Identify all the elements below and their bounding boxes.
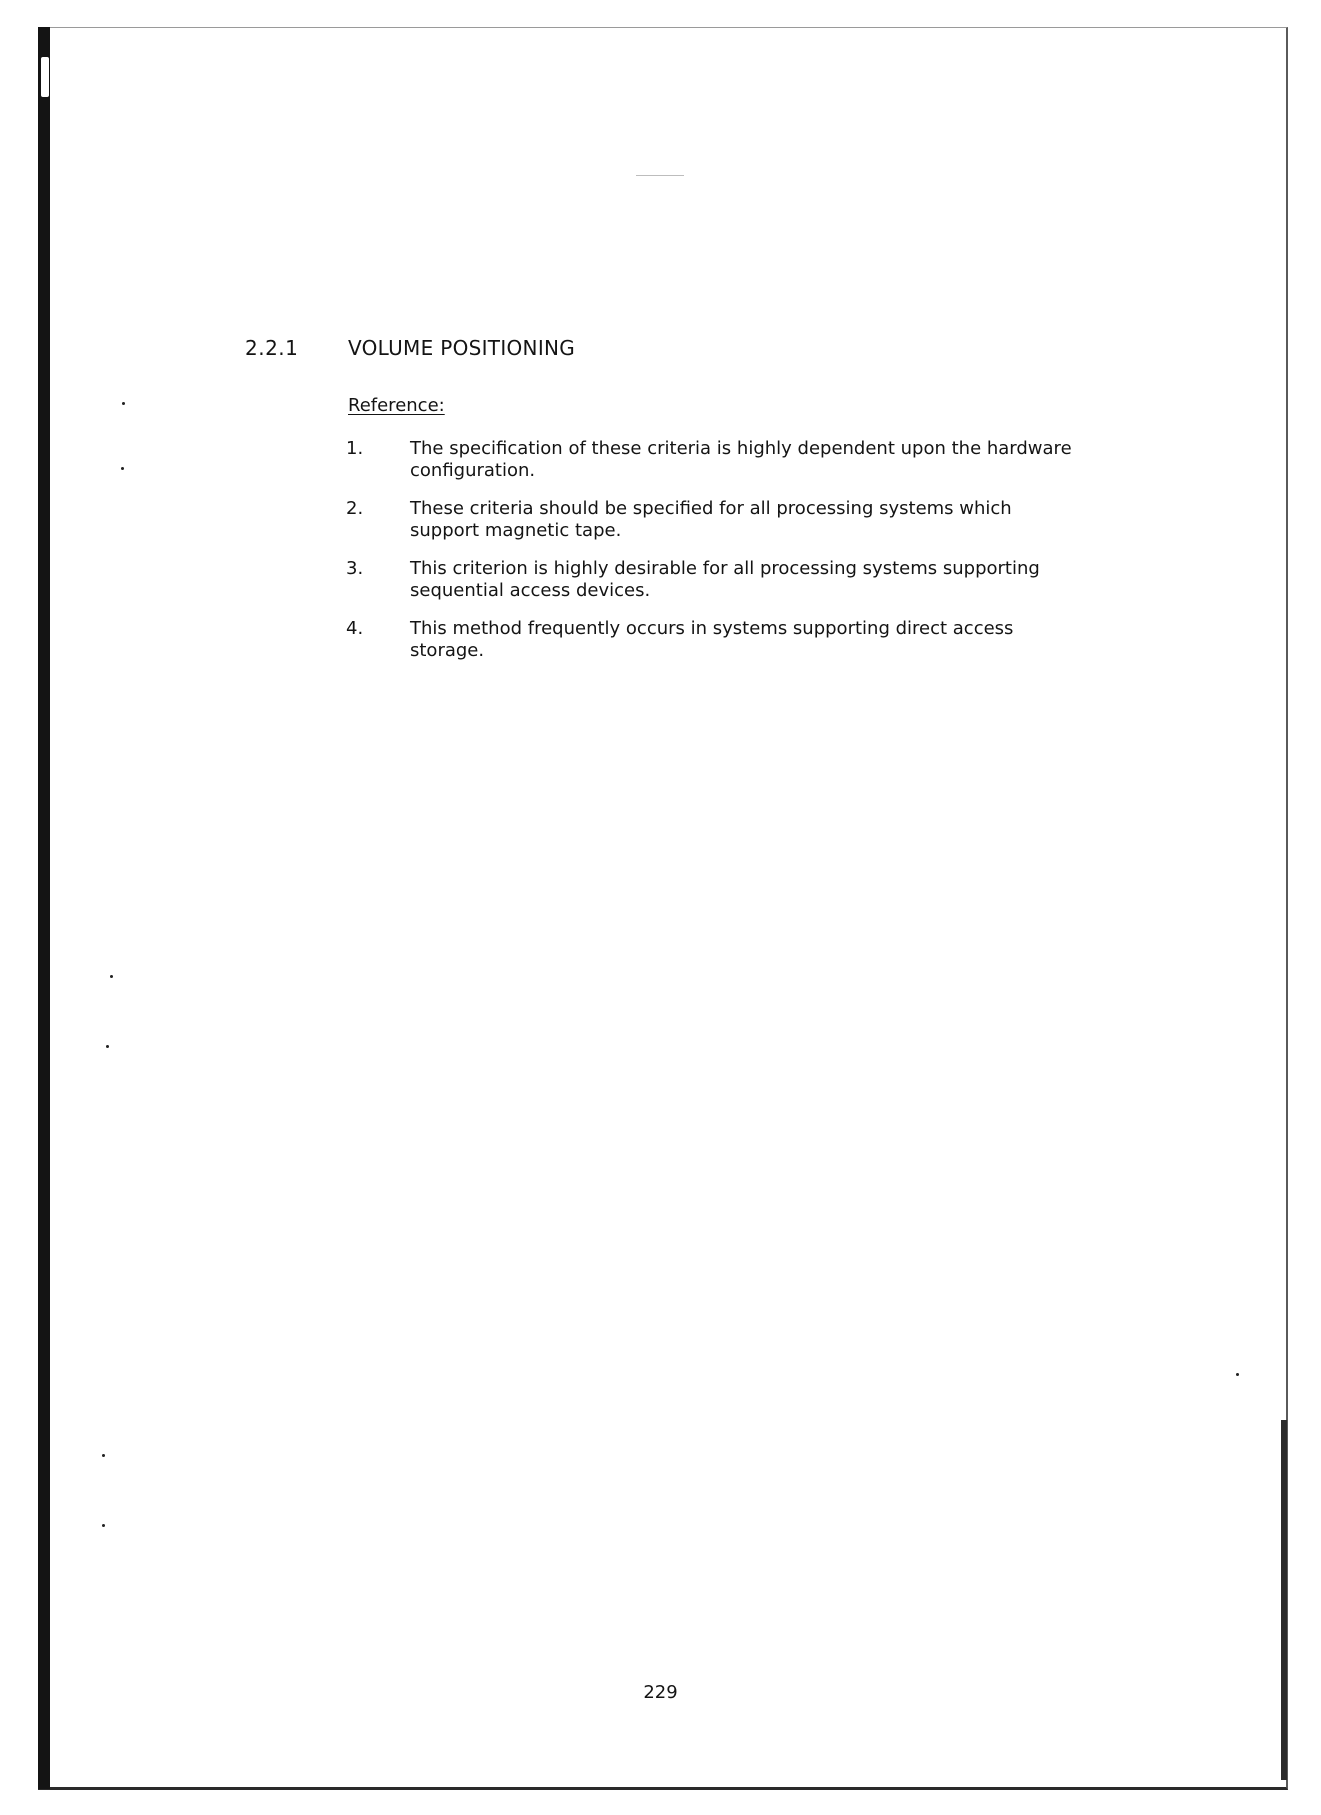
scan-speck <box>106 1045 109 1048</box>
list-item-number: 4. <box>346 618 364 639</box>
scan-edge-left <box>38 27 50 1789</box>
list-item-text: These criteria should be specified for all processing systems which support magnetic tape. <box>410 498 1012 541</box>
scan-speck <box>110 975 113 978</box>
section-number: 2.2.1 <box>245 336 299 360</box>
scan-speck <box>102 1454 105 1457</box>
list-item-number: 3. <box>346 558 364 579</box>
scan-speck <box>122 402 125 405</box>
scan-edge-right <box>1281 1420 1287 1780</box>
list-item <box>340 618 1080 662</box>
section-title: VOLUME POSITIONING <box>348 336 576 360</box>
list-item-text: This criterion is highly desirable for all processing systems supporting sequential access devices. <box>410 558 1040 601</box>
section-header <box>245 336 1045 360</box>
scan-speck <box>1236 1373 1239 1376</box>
list-item-number: 2. <box>346 498 364 519</box>
scan-speck <box>102 1524 105 1527</box>
page-number: 229 <box>643 1682 678 1703</box>
reference-label: Reference: <box>348 395 445 416</box>
scan-mark <box>636 175 684 176</box>
list-item <box>340 438 1080 482</box>
scan-speck <box>121 467 124 470</box>
list-item-text: The specification of these criteria is highly dependent upon the hardware configuration. <box>410 438 1072 481</box>
list-item <box>340 558 1080 602</box>
reference-list <box>340 438 1080 678</box>
list-item <box>340 498 1080 542</box>
page-frame <box>38 27 1288 1790</box>
list-item-number: 1. <box>346 438 364 459</box>
list-item-text: This method frequently occurs in systems supporting direct access storage. <box>410 618 1014 661</box>
